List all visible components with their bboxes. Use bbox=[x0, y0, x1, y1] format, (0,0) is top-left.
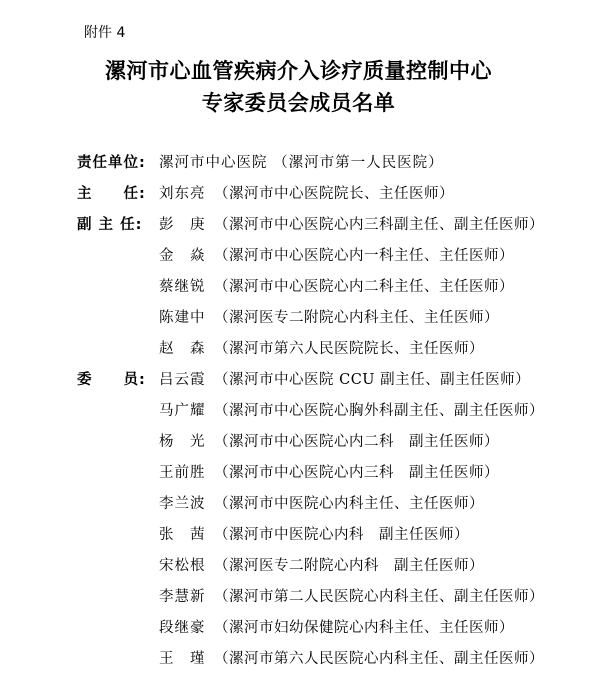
member-row bbox=[0, 400, 597, 431]
member-row bbox=[0, 214, 597, 245]
member-name: 张 茜 bbox=[159, 527, 206, 543]
member-affiliation: （漯河市中心医院心内三科 副主任医师） bbox=[214, 465, 499, 481]
member-affiliation: （漯河市中心医院心内二科 副主任医师） bbox=[214, 434, 499, 450]
member-row bbox=[0, 648, 597, 679]
document-title: 漯河市心血管疾病介入诊疗质量控制中心 bbox=[105, 58, 492, 83]
member-name: 王 瑾 bbox=[159, 651, 206, 667]
member-row bbox=[0, 493, 597, 524]
document-subtitle: 专家委员会成员名单 bbox=[201, 90, 396, 115]
member-name: 陈建中 bbox=[159, 310, 206, 326]
member-affiliation: （漯河市中心医院心胸外科副主任、副主任医师） bbox=[214, 403, 544, 419]
member-row bbox=[0, 555, 597, 586]
member-row bbox=[0, 338, 597, 369]
member-affiliation: （漯河市第六人民医院院长、主任医师） bbox=[214, 341, 484, 357]
member-affiliation: （漯河医专二附院心内科 副主任医师） bbox=[214, 558, 484, 574]
member-row bbox=[0, 369, 597, 400]
member-row bbox=[0, 617, 597, 648]
member-name: 王前胜 bbox=[159, 465, 206, 481]
member-affiliation: （漯河市中医院心内科 副主任医师） bbox=[214, 527, 469, 543]
member-affiliation: （漯河市中心医院院长、主任医师） bbox=[214, 186, 454, 202]
member-name: 蔡继锐 bbox=[159, 279, 206, 295]
member-name: 马广耀 bbox=[159, 403, 206, 419]
member-affiliation: （漯河市中心医院 CCU 副主任、副主任医师） bbox=[214, 372, 531, 388]
member-row bbox=[0, 276, 597, 307]
role-label: 主 任: bbox=[77, 186, 146, 202]
member-name: 吕云霞 bbox=[159, 372, 206, 388]
member-name: 赵 森 bbox=[159, 341, 206, 357]
member-name: 杨 光 bbox=[159, 434, 206, 450]
member-affiliation: （漯河市中心医院心内一科主任、主任医师） bbox=[214, 248, 514, 264]
member-affiliation: （漯河市中医院心内科主任、主任医师） bbox=[214, 496, 484, 512]
member-row bbox=[0, 524, 597, 555]
responsible-unit-text: 漯河市中心医院 （漯河市第一人民医院） bbox=[159, 155, 444, 171]
member-affiliation: （漯河市妇幼保健院心内科主任、主任医师） bbox=[214, 620, 514, 636]
member-affiliation: （漯河市第二人民医院心内科主任、副主任医师） bbox=[214, 589, 544, 605]
member-affiliation: （漯河市第六人民医院心内科主任、副主任医师） bbox=[214, 651, 544, 667]
member-roster bbox=[0, 152, 597, 679]
responsible-unit-row bbox=[0, 152, 597, 183]
member-name: 李兰波 bbox=[159, 496, 206, 512]
member-row bbox=[0, 586, 597, 617]
member-name: 金 焱 bbox=[159, 248, 206, 264]
member-row bbox=[0, 462, 597, 493]
role-label: 委 员: bbox=[77, 372, 146, 388]
member-name: 刘东亮 bbox=[159, 186, 206, 202]
member-name: 李慧新 bbox=[159, 589, 206, 605]
member-row bbox=[0, 245, 597, 276]
member-row bbox=[0, 183, 597, 214]
member-name: 宋松根 bbox=[159, 558, 206, 574]
member-name: 彭 庚 bbox=[159, 217, 206, 233]
member-affiliation: （漯河市中心医院心内三科副主任、副主任医师） bbox=[214, 217, 544, 233]
member-row bbox=[0, 307, 597, 338]
member-affiliation: （漯河医专二附院心内科主任、主任医师） bbox=[214, 310, 499, 326]
member-row bbox=[0, 431, 597, 462]
member-affiliation: （漯河市中心医院心内二科主任、主任医师） bbox=[214, 279, 514, 295]
attachment-label: 附件 4 bbox=[84, 25, 126, 41]
responsible-unit-label: 责任单位: bbox=[77, 155, 146, 171]
member-name: 段继豪 bbox=[159, 620, 206, 636]
role-label: 副 主 任: bbox=[77, 217, 143, 233]
